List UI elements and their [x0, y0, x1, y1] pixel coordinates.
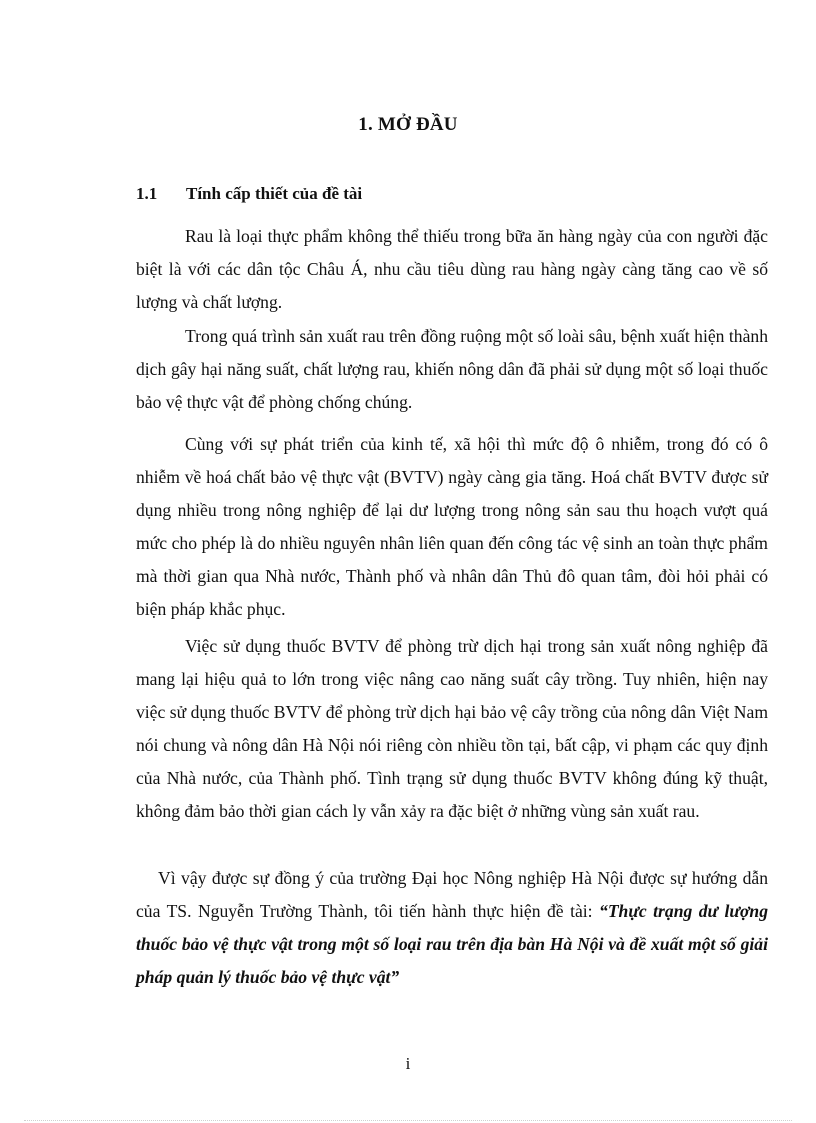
paragraph-2: Trong quá trình sản xuất rau trên đồng ruộng một số loài sâu, bệnh xuất hiện thành dịch gây hại năng suất, chất lượng rau, khiến nông dân đã phải sử dụng một số loại thuốc bảo vệ thực vật để phòng chống chúng.: [136, 326, 768, 412]
section-title: Tính cấp thiết của đề tài: [186, 184, 363, 203]
page-number: i: [405, 1054, 411, 1073]
section-number: 1.1: [136, 184, 158, 203]
chapter-title: 1. MỞ ĐẦU: [358, 114, 458, 135]
page-bottom-border: [24, 1120, 792, 1121]
section-heading: [136, 184, 362, 204]
paragraph-4: Việc sử dụng thuốc BVTV để phòng trừ dịch hại trong sản xuất nông nghiệp đã mang lại hiệu quả to lớn trong việc nâng cao năng suất cây trồng. Tuy nhiên, hiện nay việc sử dụng thuốc BVTV để phòng trừ dịch hại bảo vệ cây trồng của nông dân Việt Nam nói chung và nông dân Hà Nội nói riêng còn nhiều tồn tại, bất cập, vi phạm các quy định của Nhà nước, của Thành phố. Tình trạng sử dụng thuốc BVTV không đúng kỹ thuật, không đảm bảo thời gian cách ly vẫn xảy ra đặc biệt ở những vùng sản xuất rau.: [136, 636, 768, 821]
paragraph-5-lead: Vì vậy được sự đồng ý của trường Đại học Nông nghiệp Hà Nội được sự hướng dẫn của TS. Nguyễn Trường Thành, tôi tiến hành thực hiện đề tài:: [136, 868, 768, 921]
thesis-title: “Thực trạng dư lượng thuốc bảo vệ thực vật trong một số loại rau trên địa bàn Hà Nội và đề xuất một số giải pháp quản lý thuốc bảo vệ thực vật”: [136, 901, 768, 987]
paragraph-5: [136, 862, 768, 994]
paragraph-3: Cùng với sự phát triển của kinh tế, xã hội thì mức độ ô nhiễm, trong đó có ô nhiễm về hoá chất bảo vệ thực vật (BVTV) ngày càng gia tăng. Hoá chất BVTV được sử dụng nhiều trong nông nghiệp để lại dư lượng trong nông sản sau thu hoạch vượt quá mức cho phép là do nhiều nguyên nhân liên quan đến công tác vệ sinh an toàn thực phẩm mà thời gian qua Nhà nước, Thành phố và nhân dân Thủ đô quan tâm, đòi hỏi phải có biện pháp khắc phục.: [136, 434, 768, 619]
paragraph-1: Rau là loại thực phẩm không thể thiếu trong bữa ăn hàng ngày của con người đặc biệt là với các dân tộc Châu Á, nhu cầu tiêu dùng rau hàng ngày càng tăng cao về số lượng và chất lượng.: [136, 226, 768, 312]
